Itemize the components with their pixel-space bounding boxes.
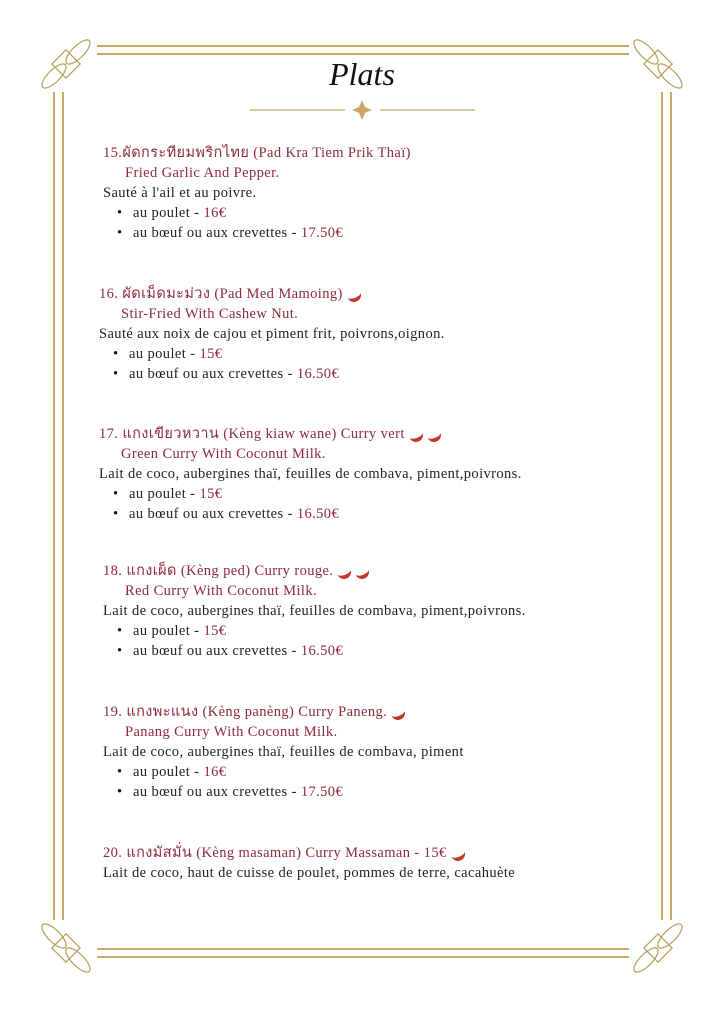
dish-item xyxy=(103,702,464,802)
border-left-outer xyxy=(53,92,55,920)
chili-pepper-icon xyxy=(345,286,363,304)
price-option xyxy=(129,504,522,524)
price-options xyxy=(99,344,445,384)
dish-item xyxy=(103,143,411,243)
dish-english-name: Green Curry With Coconut Milk. xyxy=(121,446,326,462)
price-option xyxy=(129,364,445,384)
price-option xyxy=(133,621,526,641)
chili-pepper-icon xyxy=(353,563,371,581)
dish-heading xyxy=(99,424,522,444)
border-top-outer xyxy=(97,45,629,47)
option-label: au poulet - xyxy=(133,205,204,221)
price-option xyxy=(133,223,411,243)
dish-english-name: Panang Curry With Coconut Milk. xyxy=(125,724,338,740)
option-label: au poulet - xyxy=(133,764,204,780)
option-price: 15€ xyxy=(203,623,227,639)
dish-title: 18. แกงเผ็ด (Kèng ped) Curry rouge. xyxy=(103,563,334,579)
option-label: au bœuf ou aux crevettes - xyxy=(133,643,301,659)
dish-heading xyxy=(103,843,515,863)
dish-description: Lait de coco, aubergines thaï, feuilles de combava, piment,poivrons. xyxy=(99,466,522,482)
dish-english-name: Red Curry With Coconut Milk. xyxy=(125,583,317,599)
option-label: au poulet - xyxy=(129,346,200,362)
dish-description: Sauté aux noix de cajou et piment frit, poivrons,oignon. xyxy=(99,326,445,342)
dish-item xyxy=(99,424,522,524)
price-options xyxy=(103,621,526,661)
option-price: 16.50€ xyxy=(296,366,340,382)
dish-item xyxy=(103,843,515,883)
price-option xyxy=(133,782,464,802)
price-option xyxy=(133,762,464,782)
dish-heading xyxy=(99,284,445,304)
dish-description: Lait de coco, aubergines thaï, feuilles de combava, piment xyxy=(103,744,464,760)
price-options xyxy=(99,484,522,524)
chili-pepper-icon xyxy=(389,704,407,722)
dish-description: Sauté à l'ail et au poivre. xyxy=(103,185,257,201)
corner-ornament-icon xyxy=(628,918,688,978)
option-price: 15€ xyxy=(199,486,223,502)
chili-pepper-icon xyxy=(407,426,425,444)
price-option xyxy=(129,344,445,364)
dish-heading xyxy=(103,561,526,581)
price-options xyxy=(103,203,411,243)
dish-heading xyxy=(103,143,411,163)
chili-pepper-icon xyxy=(449,845,467,863)
option-price: 15€ xyxy=(199,346,223,362)
star-divider-icon xyxy=(250,100,475,120)
chili-pepper-icon xyxy=(335,563,353,581)
border-top-inner xyxy=(97,53,629,55)
dish-title: 15.ผัดกระทียมพริกไทย (Pad Kra Tiem Prik Thaï) xyxy=(103,145,411,161)
price-option xyxy=(133,641,526,661)
price-options xyxy=(103,762,464,802)
dish-description: Lait de coco, haut de cuisse de poulet, pommes de terre, cacahuète xyxy=(103,865,516,881)
dish-title: 16. ผัดเม็ดมะม่วง (Pad Med Mamoing) xyxy=(99,286,343,302)
option-price: 16.50€ xyxy=(300,643,344,659)
corner-ornament-icon xyxy=(36,918,96,978)
chili-pepper-icon xyxy=(425,426,443,444)
option-price: 17.50€ xyxy=(300,225,344,241)
option-label: au poulet - xyxy=(133,623,204,639)
dish-item xyxy=(103,561,526,661)
border-right-outer xyxy=(670,92,672,920)
option-label: au bœuf ou aux crevettes - xyxy=(133,225,301,241)
option-price: 16€ xyxy=(203,764,227,780)
price-option xyxy=(133,203,411,223)
option-label: au bœuf ou aux crevettes - xyxy=(133,784,301,800)
dish-title: 17. แกงเขียวหวาน (Kèng kiaw wane) Curry vert xyxy=(99,426,405,442)
option-label: au bœuf ou aux crevettes - xyxy=(129,366,297,382)
border-bottom-outer xyxy=(97,956,629,958)
dish-heading xyxy=(103,702,464,722)
dish-item xyxy=(99,284,445,384)
price-option xyxy=(129,484,522,504)
option-label: au bœuf ou aux crevettes - xyxy=(129,506,297,522)
option-label: au poulet - xyxy=(129,486,200,502)
dish-description: Lait de coco, aubergines thaï, feuilles de combava, piment,poivrons. xyxy=(103,603,526,619)
dish-english-name: Stir-Fried With Cashew Nut. xyxy=(121,306,299,322)
border-bottom-inner xyxy=(97,948,629,950)
dish-title: 20. แกงมัสมั่น (Kèng masaman) Curry Massaman - 15€ xyxy=(103,845,447,861)
option-price: 16.50€ xyxy=(296,506,340,522)
dish-english-name: Fried Garlic And Pepper. xyxy=(125,165,280,181)
option-price: 17.50€ xyxy=(300,784,344,800)
page-title: Plats xyxy=(329,56,395,92)
border-left-inner xyxy=(62,92,64,920)
option-price: 16€ xyxy=(203,205,227,221)
dish-title: 19. แกงพะแนง (Kèng panèng) Curry Paneng. xyxy=(103,704,388,720)
border-right-inner xyxy=(661,92,663,920)
